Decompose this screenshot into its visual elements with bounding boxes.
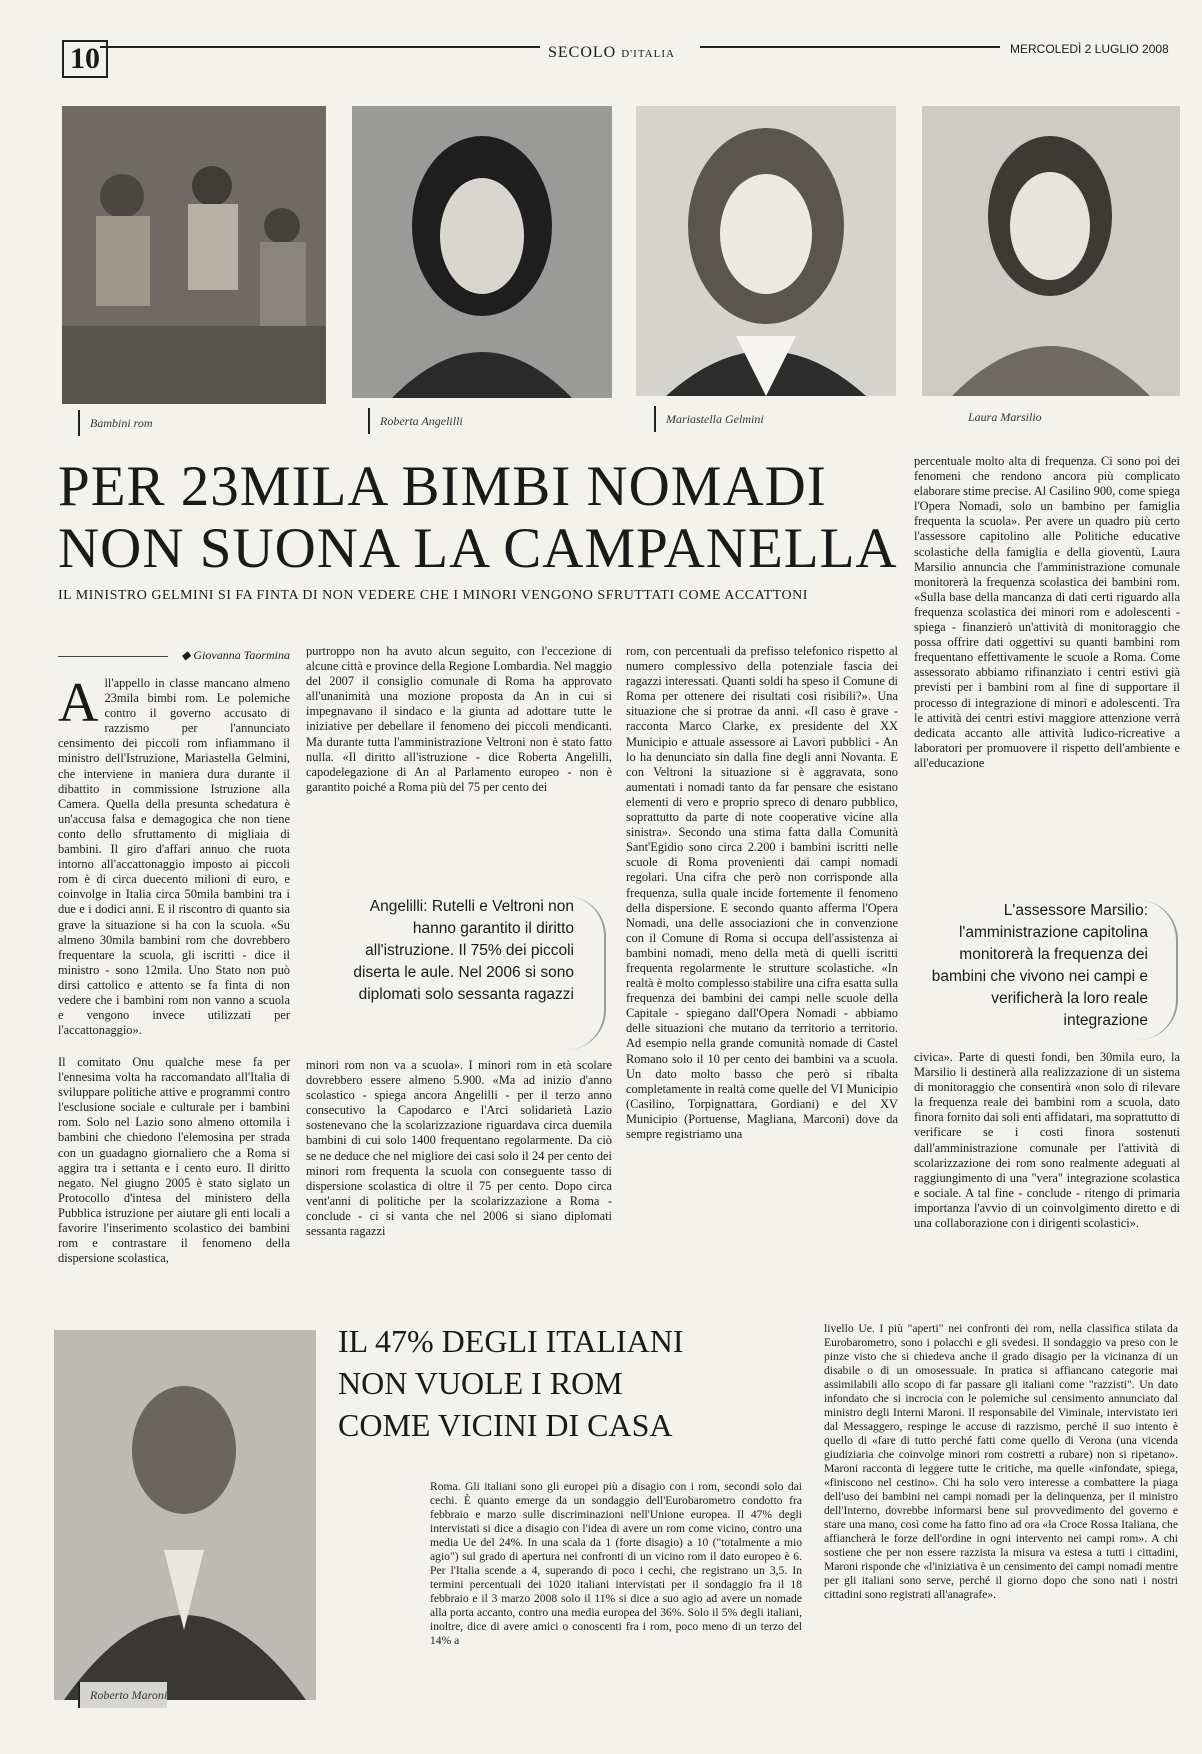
- photo-gelmini: [636, 106, 896, 396]
- photo-marsilio: [922, 106, 1180, 396]
- headline-line-2: NON SUONA LA CAMPANELLA: [58, 517, 898, 580]
- secondary-headline-line-2: NON VUOLE I ROM: [338, 1365, 623, 1401]
- dateline: MERCOLEDÌ 2 LUGLIO 2008: [1010, 42, 1169, 56]
- header-rule-right: [700, 46, 1000, 48]
- column-1-text: ll'appello in classe mancano almeno 23mila bimbi rom. Le polemiche contro il governo accusato di razzismo per l'annunciato censimento dei piccoli rom infiammano il ministro dell'Istruzione, Mariastella Gelmini, che interviene in maniera dura durante il dibattito in commissione Istruzione alla Camera. Quella della presunta schedatura è un'accusa falsa e demagogica che non tiene conto dello sfruttamento di migliaia di bambini. Il giro d'affari annuo che ruota intorno all'accattonaggio imposto ai piccoli rom è di circa duecento milioni di euro, e coinvolge in Italia circa 50mila bambini tra i due e i dodici anni. E il riscontro di quanto sia grave la situazione si ha con la scuola. «Su almeno 30mila bambini rom che dovrebbero frequentare la scuola, gli iscritti - dice il ministro - sono 12mila. Uno Stato non può dirsi cattolico e attento se fa finta di non vedere che i bambini rom non vanno a scuola e vengono invece utilizzati per l'accattonaggio».: [58, 676, 290, 1038]
- article-column-2: purtroppo non ha avuto alcun seguito, con l'eccezione di alcune città e province della Regione Lombardia. Nel maggio del 2007 il consiglio comunale di Roma ha approvato all'unanimità una mozione proposta da An in cui si impegnavano il sindaco e la giunta ad adottare tutte le iniziative per debellare il fenomeno dei piccoli mendicanti. Ma durante tutta l'amministrazione Veltroni non è stato fatto nulla. «Il diritto all'istruzione - dice Roberta Angelilli, capodelegazione di An al Parlamento europeo - non è garantito poiché a Roma più del 75 per cento dei: [306, 644, 612, 794]
- photo-maroni: [54, 1330, 316, 1700]
- caption-gelmini: Mariastella Gelmini: [654, 406, 764, 432]
- caption-maroni: Roberto Maroni: [78, 1682, 167, 1708]
- pull-quote-angelilli: Angelilli: Rutelli e Veltroni non hanno garantito il diritto all'istruzione. Il 75% dei piccoli diserta le aule. Nel 2006 si sono diplomati solo sessanta ragazzi: [336, 896, 606, 1050]
- article-column-3: rom, con percentuali da prefisso telefonico rispetto al numero complessivo della potenziale fascia dei ragazzi interessati. Quanti soldi ha speso il Comune di Roma per ottenere dei risultati così risibili?». Una situazione che si protrae da anni. «Il caso è grave - racconta Marco Clarke, ex presidente del XX Municipio e attuale assessore ai Lavori pubblici - An lo ha denunciato sin dalla fine degli anni Novanta. E con Veltroni la situazione si è aggravata, sono aumentati i nomadi tanto da far pensare che esistano elementi di vero e proprio spreco di denaro pubblico, soprattutto da parte di note cooperative vicine alla sinistra». Secondo una stima fatta dalla Comunità Sant'Egidio sono circa 2.200 i bambini iscritti nelle scuole di Roma provenienti dai campi nomadi regolari. Una cifra che però non corrisponde alla frequenza, sulla quale incide fortemente il fenomeno della dispersione. E secondo quanto afferma l'Opera Nomadi, una delle associazioni che in convenzione con il Comune di Roma si occupa dell'assistenza ai bambini nomadi, meno della metà di quelli iscritti frequenta regolarmente le strutture scolastiche. «In realtà è molto complesso stabilire una cifra esatta sulla frequenza dei bambini dei campi nelle scuole della Capitale - spiegano dall'Opera Nomadi - abbiamo delle situazioni che mutano da territorio a territorio. Ad esempio nella grande comunità nomade di Castel Romano solo il 10 per cento dei bambini va a scuola. Un dato molto basso che però si ribalta completamente in realtà come quelle del VI Municipio (Casilino, Torpignattara, Gordiani) e del XV Municipio (Portuense, Magliana, Marconi) dove da sempre registriamo una: [626, 644, 898, 1141]
- secondary-column-1: Roma. Gli italiani sono gli europei più a disagio con i rom, secondi solo dai cechi. È quanto emerge da un sondaggio dell'Eurobarometro condotto fra febbraio e marzo sulle discriminazioni nell'Unione europea. Il 47% degli intervistati si dice a disagio con l'idea di avere un rom come vicino, contro una media Ue del 24%. In una scala da 1 (forte disagio) a 10 ("totalmente a mio agio") sul grado di apertura nei confronti di un vicino rom il dato europeo è 6. Per l'Italia scende a 4, superando di poco i cechi, che registrano un 3,5. In termini percentuali dei 1020 italiani intervistati per il sondaggio fra il 18 febbraio e il 3 marzo 2008 solo il 11% si dice a suo agio ad avere un nomade alla porta accanto, contro una media europea del 36%. Solo il 5% degli italiani, inoltre, dice di avere amici o conoscenti fra i rom, poco meno di un terzo del 14% a: [430, 1480, 802, 1647]
- caption-marsilio: Laura Marsilio: [968, 410, 1042, 424]
- main-headline: [58, 456, 898, 580]
- caption-bambini-rom: Bambini rom: [78, 410, 153, 436]
- page-number: 10: [62, 40, 108, 78]
- secondary-headline-line-1: IL 47% DEGLI ITALIANI: [338, 1323, 684, 1359]
- secondary-headline-line-3: COME VICINI DI CASA: [338, 1407, 673, 1443]
- secondary-headline: [338, 1320, 798, 1446]
- headline-line-1: PER 23MILA BIMBI NOMADI: [58, 455, 827, 518]
- article-column-4: percentuale molto alta di frequenza. Ci sono poi dei fenomeni che rendono ancora più complicato elaborare stime precise. Al Casilino 900, come spiega l'Opera Nomadi, solo un bambino per famiglia frequenta la scuola». Per avere un quadro più certo l'assessore capitolino alle Politiche educative scolastiche della famiglia e della gioventù, Laura Marsilio annuncia che l'amministrazione comunale monitorerà la frequenza scolastica dei bambini rom. «Sulla base della mancanza di dati certi riguardo alla frequenza scolastica dei minori rom e adolescenti - spiega - finanzierò un'attività di monitoraggio che possa offrire dati oggettivi su quanti bambini rom frequentano effettivamente le scuole a Roma. Come assessorato abbiamo rifinanziato i centri estivi già previsti per i bambini rom al fine di supportare il processo di integrazione di minori e adolescenti. Tra le attività dei centri estivi maggiore attenzione verrà dedicata accanto alle attività ludico-ricreative a laboratori per promuovere il rispetto dell'ambiente e all'educazione: [914, 454, 1180, 770]
- article-column-1b: Il comitato Onu qualche mese fa per l'ennesima volta ha raccomandato all'Italia di sviluppare politiche attive e programmi contro l'esclusione sociale e culturale per i bambini rom. Solo nel Lazio sono almeno ottomila i bambini che chiedono l'elemosina per strada con un guadagno giornaliero che a Roma si aggira tra i settanta e i cento euro. Il diritto negato. Nel giugno 2005 è stato siglato un Protocollo d'intesa del ministero della Pubblica istruzione per aiutare gli enti locali a favorire l'inserimento scolastico dei bambini rom e contrastare il fenomeno della dispersione scolastica,: [58, 1055, 290, 1266]
- drop-cap: A: [58, 676, 99, 734]
- photo-angelilli: [352, 106, 612, 398]
- byline: ◆ Giovanna Taormina: [58, 648, 290, 663]
- article-column-2b: minori rom non va a scuola». I minori rom in età scolare dovrebbero essere almeno 5.900. «Ma ad inizio d'anno scolastico - spiega ancora Angelilli - per il terzo anno consecutivo la Capodarco e l'Arci solidarietà Lazio sostenevano che la scolarizzazione riguardava circa duemila bambini di cui solo 1400 frequentano regolarmente. Da ciò se ne deduce che nel migliore dei casi solo il 24 per cento dei minori rom frequenta la scuola con conseguente tasso di dispersione scolastica di oltre il 75 per cento. Dopo circa vent'anni di politiche per la scolarizzazione a Roma - conclude - ci si vanta che nel 2006 si siano diplomati sessanta ragazzi: [306, 1058, 612, 1239]
- photo-bambini-rom: [62, 106, 326, 404]
- masthead-title: SECOLO: [548, 44, 617, 61]
- masthead: [548, 44, 675, 62]
- secondary-column-2: livello Ue. I più "aperti" nei confronti dei rom, nella classifica stilata da Eurobarometro, sono i polacchi e gli svedesi. Il sondaggio va preso con le pinze visto che si chiedeva anche il grado disagio per la vicinanza di un disabile o di un omosessuale. In pratica si affiancano categorie mai assimilabili allo scopo di far passare gli italiani come "razzisti". Un dato infondato che si incrocia con le polemiche sul censimento annunciato dal ministro degli Interni Maroni. Il responsabile del Viminale, intervistato ieri dal Messaggero, respinge le accuse di razzismo, perché il suo intento è quello di «fare di tutto perché fatti come quello di Verona (una vicenda giudiziaria che coinvolge minori rom costretti a rubare) non si ripetano». Maroni racconta di leggere tutte le critiche, ma quelle «infondate, spiega, «finiscono nel cestino». Chi ha solo vero interesse a combattere la piaga dell'uso dei bambini nei campi nomadi per la delinquenza, per il ministro dell'Interno, dovrebbe informarsi bene sul provvedimento del governo e stare una mano, così come ha fatto fino ad ora «la Croce Rossa Italiana, che affiancherà le forze dell'ordine in ogni intervento nei campi rom». A chi sostiene che per non essere razzista la misura va estesa a tutti i cittadini, Maroni risponde che «l'iniziativa è un censimento dei campi nomadi mentre per gli italiani sono serve, perché il giorno dopo che sono nati i nostri cittadini sono registrati all'anagrafe».: [824, 1322, 1178, 1601]
- masthead-suffix: D'ITALIA: [621, 48, 675, 60]
- header-rule-left: [100, 46, 540, 48]
- caption-angelilli: Roberta Angelilli: [368, 408, 463, 434]
- pull-quote-marsilio: L'assessore Marsilio: l'amministrazione capitolina monitorerà la frequenza dei bambini che vivono nei campi e verificherà la loro reale integrazione: [918, 900, 1178, 1040]
- article-column-4b: civica». Parte di questi fondi, ben 30mila euro, la Marsilio li destinerà alla realizzazione di un sistema di monitoraggio che consentirà «non solo di rilevare la frequenza reale dei bambini rom a scuola, dato finora fornito dai soli enti affidatari, ma soprattutto di verificare se i costi finora sostenuti dall'amministrazione comunale per l'attività di scolarizzazione dei rom sono realmente adeguati al raggiungimento di una "vera" integrazione scolastica e sociale. A tal fine - conclude - ritengo di primaria importanza l'avvio di un coinvolgimento diretto e di una collaborazione con i dirigenti scolastici».: [914, 1050, 1180, 1231]
- article-column-1: [58, 676, 290, 1048]
- subheadline: IL MINISTRO GELMINI SI FA FINTA DI NON VEDERE CHE I MINORI VENGONO SFRUTTATI COME ACCATTONI: [58, 588, 808, 603]
